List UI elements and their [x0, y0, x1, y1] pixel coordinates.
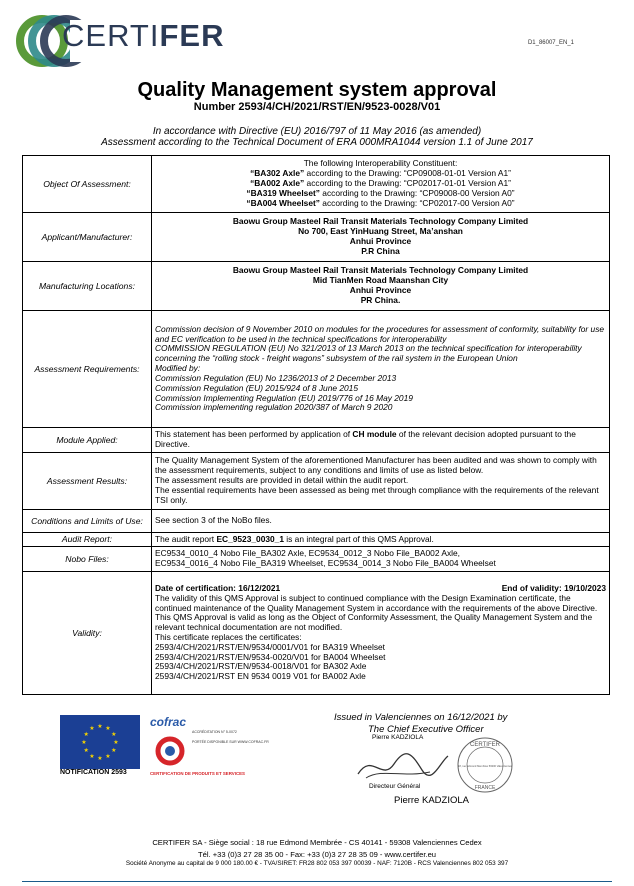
replaced-certificate: 2593/4/CH/2021/RST/EN/9534/0001/V01 for BA319 Wheelset — [155, 641, 385, 652]
validity-paragraph: This QMS Approval is valid as long as the Object of Conformity Assessment, the Quality Management System and the relevant technical documentation are not modified. — [155, 612, 593, 633]
object-intro: The following Interoperability Constituent: — [303, 158, 458, 169]
stamp-top: CERTIFER — [470, 742, 500, 748]
footer-legal: Société Anonyme au capital de 9 000 180.00 € - TVA/SIRET: FR28 802 053 397 00039 - NAF: 7120B - RCS Valenciennes 802 053 397 — [125, 860, 509, 867]
result-line: The Quality Management System of the aforementioned Manufacturer has been audited and was shown to comply with the assessment requirements, subject to any conditions and limits of use as listed below. — [155, 455, 597, 476]
signer-role: Directeur Général — [369, 783, 421, 790]
eu-star-icon: ★ — [105, 726, 111, 733]
requirement-line: Commission Regulation (EU) 2015/924 of 8 June 2015 — [155, 382, 358, 393]
object-content — [152, 156, 610, 213]
eu-star-icon: ★ — [89, 726, 95, 733]
row-requirements — [23, 311, 610, 428]
applicant-line: Baowu Group Masteel Rail Transit Materials Technology Company Limited — [232, 216, 529, 227]
eu-star-icon: ★ — [81, 740, 87, 746]
audit-content: The audit report EC_9523_0030_1 is an integral part of this QMS Approval. — [152, 533, 610, 547]
applicant-line: No 700, East YinHuang Street, Ma’anshan — [298, 226, 463, 237]
handwritten-signature — [352, 744, 452, 784]
row-object — [23, 156, 610, 213]
label-results: Assessment Results: — [23, 453, 152, 510]
page-title: Quality Management system approval — [137, 79, 497, 101]
approval-number: Number 2593/4/CH/2021/RST/EN/9523-0028/V01 — [193, 101, 441, 113]
eu-star-icon: ★ — [97, 756, 103, 762]
row-module — [23, 428, 610, 453]
chief-title: The Chief Executive Officer — [368, 724, 484, 735]
object-item: “BA302 Axle” according to the Drawing: “CP09008-01-01 Version A1” — [250, 168, 511, 179]
requirement-line: Commission Implementing Regulation (EU) 2019/776 of 16 May 2019 — [155, 392, 413, 403]
row-audit — [23, 533, 610, 547]
requirements-content — [152, 311, 610, 428]
object-item: “BA002 Axle” according to the Drawing: “CP02017-01-01 Version A1” — [250, 178, 511, 189]
replaced-certificate: 2593/4/CH/2021/RST/EN/9534-0020/V01 for BA004 Wheelset — [155, 651, 386, 662]
label-conditions: Conditions and Limits of Use: — [23, 510, 152, 533]
signer-name-small: Pierre KADZIOLA — [372, 734, 424, 741]
notification-number: NOTIFICATION 2593 — [60, 769, 127, 776]
requirement-line: COMMISSION REGULATION (EU) No 321/2013 of 13 March 2013 on the technical specification for interoperability concerning the “rolling stock - freight wagons” subsystem of the rail system in the European Union — [155, 343, 582, 364]
technical-document-line: Assessment according to the Technical Document of ERA 000MRA1044 version 1.1 of June 2017 — [101, 137, 533, 148]
applicant-line: P.R China — [361, 245, 400, 256]
replaced-certificate: 2593/4/CH/2021/RST/EN/9534-0018/V01 for BA302 Axle — [155, 661, 367, 672]
applicant-content — [152, 213, 610, 262]
approval-table — [22, 155, 610, 695]
object-item: “BA004 Wheelset” according to the Drawing: “CP02017-00 Version A0” — [246, 197, 515, 208]
directive-line: In accordance with Directive (EU) 2016/797 of 11 May 2016 (as amended) — [152, 126, 482, 137]
replaced-certificate: 2593/4/CH/2021/RST EN 9534 0019 V01 for BA002 Axle — [155, 671, 366, 682]
location-line: Mid TianMen Road Maanshan City — [312, 275, 449, 286]
eu-star-icon: ★ — [111, 748, 117, 754]
requirement-line: Commission implementing regulation 2020/387 of March 9 2020 — [155, 402, 393, 413]
replaces-heading: This certificate replaces the certificates: — [155, 632, 302, 642]
document-reference: D1_86007_EN_1 — [527, 40, 574, 46]
eu-star-icon: ★ — [111, 732, 117, 738]
stamp-mid: 18, rue Edmond Membrée 59300 Valenciennes — [457, 765, 513, 768]
nobo-content — [152, 547, 610, 572]
date-of-certification: Date of certification: 16/12/2021 — [155, 582, 281, 593]
label-module: Module Applied: — [23, 428, 152, 453]
label-requirements: Assessment Requirements: — [23, 311, 152, 428]
end-of-validity: End of validity: 19/10/2023 — [501, 582, 606, 593]
row-applicant — [23, 213, 610, 262]
row-nobo — [23, 547, 610, 572]
nobo-line: EC9534_0016_4 Nobo File_BA319 Wheelset, EC9534_0014_3 Nobo File_BA004 Wheelset — [155, 558, 496, 568]
results-content — [152, 453, 610, 510]
cofrac-certification: CERTIFICATION DE PRODUITS ET SERVICES — [150, 771, 245, 776]
eu-star-icon: ★ — [83, 732, 89, 738]
validity-paragraph: The validity of this QMS Approval is subject to continued compliance with the Design Examination certificate, the continued maintenance of the Quality Management System in accordance with the requirements of the above Directive. — [155, 592, 598, 613]
cofrac-logo — [148, 715, 269, 783]
eu-star-icon: ★ — [83, 748, 89, 754]
nobo-line: EC9534_0010_4 Nobo File_BA302 Axle, EC9534_0012_3 Nobo File_BA002 Axle, — [155, 548, 460, 559]
cofrac-accreditation: ACCRÉDITATION N° 5-0072 — [192, 730, 237, 734]
conditions-content: See section 3 of the NoBo files. — [152, 510, 610, 533]
stamp-bottom: FRANCE — [474, 785, 496, 791]
eu-flag-logo — [60, 715, 140, 769]
label-validity: Validity: — [23, 572, 152, 695]
footer-contact: Tél. +33 (0)3 27 28 35 00 - Fax: +33 (0)3 27 28 35 09 - www.certifer.eu — [197, 850, 437, 859]
requirement-line: Commission decision of 9 November 2010 on modules for the procedures for assessment of conformity, suitability for use and EC verification to be used in the technical specifications for interoperability — [155, 323, 605, 344]
label-object: Object Of Assessment: — [23, 156, 152, 213]
row-validity — [23, 572, 610, 695]
issued-line: Issued in Valenciennes on 16/12/2021 by — [334, 712, 508, 723]
label-locations: Manufacturing Locations: — [23, 262, 152, 311]
requirement-line: Modified by: — [155, 363, 201, 374]
row-locations — [23, 262, 610, 311]
eu-star-icon: ★ — [113, 740, 119, 746]
location-line: Anhui Province — [349, 285, 412, 295]
result-line: The essential requirements have been assessed as being met through compliance with the requirements of the relevant TSI only. — [155, 484, 599, 505]
locations-content — [152, 262, 610, 311]
location-line: Baowu Group Masteel Rail Transit Materials Technology Company Limited — [232, 265, 529, 276]
result-line: The assessment results are provided in detail within the audit report. — [155, 475, 409, 486]
applicant-line: Anhui Province — [349, 236, 412, 246]
eu-star-icon: ★ — [105, 753, 111, 760]
eu-star-icon: ★ — [89, 753, 95, 760]
eu-star-icon: ★ — [97, 724, 103, 730]
row-results — [23, 453, 610, 510]
footer-divider — [22, 881, 612, 882]
object-item: “BA319 Wheelset” according to the Drawing: “CP09008-00 Version A0” — [246, 187, 515, 198]
validity-content — [152, 572, 610, 695]
label-applicant: Applicant/Manufacturer: — [23, 213, 152, 262]
company-stamp — [456, 736, 514, 794]
label-nobo: Nobo Files: — [23, 547, 152, 572]
cofrac-wordmark: cofrac — [150, 715, 187, 729]
location-line: PR China. — [360, 294, 401, 305]
signer-name: Pierre KADZIOLA — [394, 795, 469, 806]
requirement-line: Commission Regulation (EU) No 1236/2013 of 2 December 2013 — [155, 372, 397, 383]
label-audit: Audit Report: — [23, 533, 152, 547]
logo-wordmark: CERTIFER — [62, 18, 225, 53]
module-content: This statement has been performed by application of CH module of the relevant decision adopted pursuant to the Directive. — [152, 428, 610, 453]
row-conditions — [23, 510, 610, 533]
footer-address: CERTIFER SA - Siège social : 18 rue Edmond Membrée - CS 40141 - 59308 Valenciennes Cedex — [152, 838, 482, 847]
cofrac-scope: PORTÉE DISPONIBLE SUR WWW.COFRAC.FR — [192, 740, 269, 744]
